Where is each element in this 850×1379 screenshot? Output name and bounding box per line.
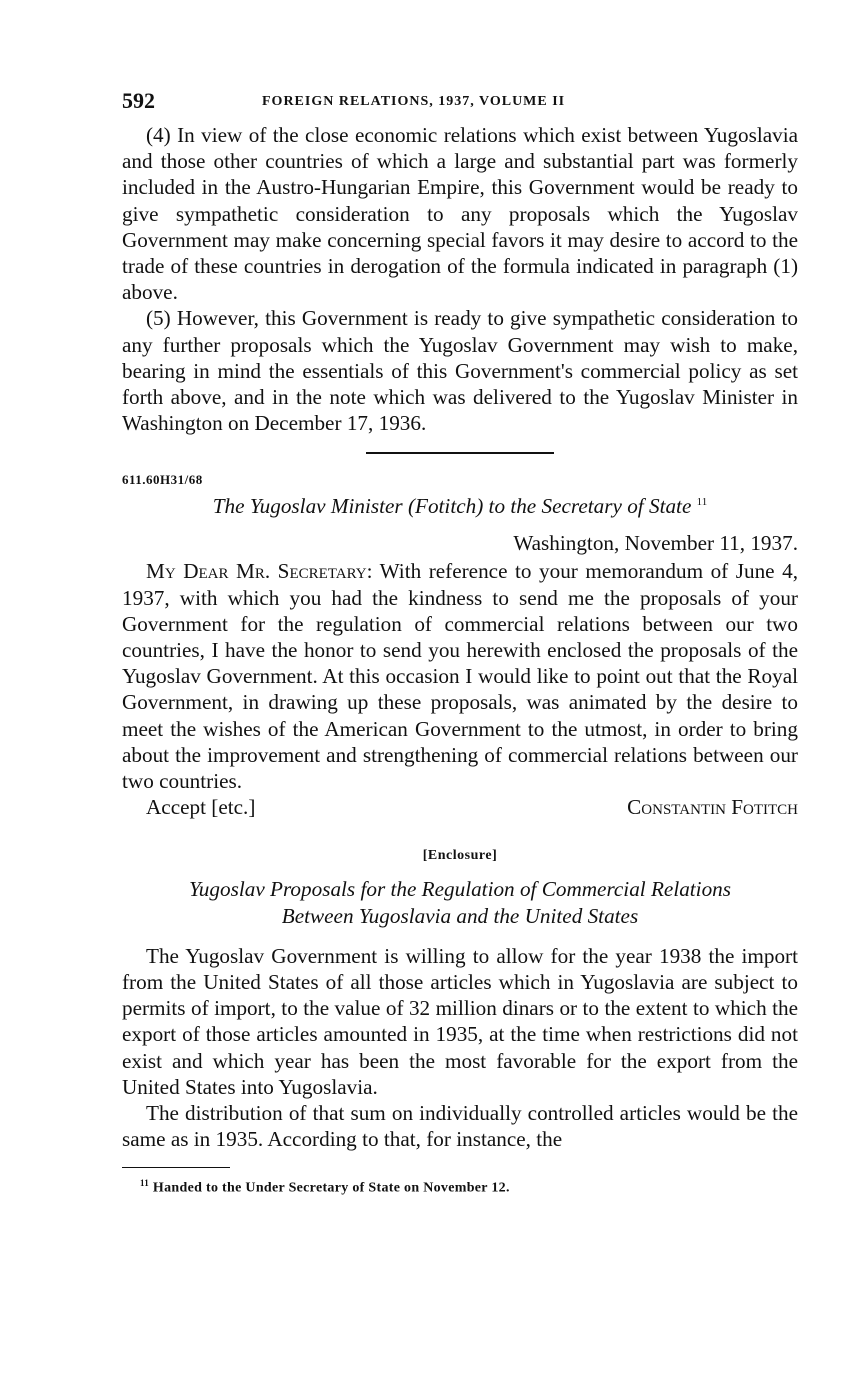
running-title: FOREIGN RELATIONS, 1937, VOLUME II <box>262 94 566 109</box>
enclosure-paragraph-1: The Yugoslav Government is willing to allow for the year 1938 the import from the United States of all those articles which in Yugoslavia are subject to permits of import, to the value of 32 million dinars or to the extent to which the export of those articles amounted in 1935, at the time when restrictions did not exist and which year has been the most favorable for the export from the United States into Yugoslavia. <box>122 943 798 1099</box>
paragraph-4: (4) In view of the close economic relations which exist between Yugoslavia and those other countries of which a large and substantial part was formerly included in the Austro-Hungarian Empire, this Government would be ready to give sympathetic consideration to any proposals which the Yugoslav Government may make concerning special favors it may desire to accord to the trade of these countries in derogation of the formula indicated in paragraph (1) above. <box>122 123 798 305</box>
page-number: 592 <box>122 88 155 113</box>
enclosure-title-line-1: Yugoslav Proposals for the Regulation of Commercial Relations <box>188 877 732 902</box>
footnote-rule <box>122 1167 230 1169</box>
closing: Accept [etc.] <box>146 795 256 820</box>
document-title <box>122 494 798 519</box>
footnote <box>122 1178 798 1197</box>
footnote-text: Handed to the Under Secretary of State on November 12. <box>152 1180 510 1196</box>
enclosure-title-line-2: Between Yugoslavia and the United States <box>281 903 639 928</box>
enclosure-title <box>122 876 798 928</box>
running-head <box>122 88 798 122</box>
paragraph-5: (5) However, this Government is ready to give sympathetic consideration to any further proposals which the Yugoslav Government may wish to make, bearing in mind the essentials of this Government's commercial policy as set forth above, and in the note which was delivered to the Yugoslav Minister in Washington on December 17, 1936. <box>122 306 798 436</box>
signature: Constantin Fotitch <box>627 795 798 820</box>
file-reference: 611.60H31/68 <box>122 472 203 488</box>
document-title-text: The Yugoslav Minister (Fotitch) to the Secretary of State <box>212 494 692 519</box>
enclosure-paragraph-2: The distribution of that sum on individually controlled articles would be the same as in 1935. According to that, for instance, the <box>122 1101 798 1152</box>
enclosure-label: [Enclosure] <box>422 848 498 864</box>
letter-body <box>122 558 798 794</box>
page <box>122 88 798 1197</box>
dateline: Washington, November 11, 1937. <box>513 531 798 556</box>
footnote-mark: 11 <box>696 496 708 509</box>
closing-row <box>122 794 798 820</box>
section-divider <box>366 452 554 454</box>
salutation: My Dear Mr. Secretary: <box>146 559 373 584</box>
footnote-number: 11 <box>140 1178 150 1188</box>
letter-body-text: With reference to your memorandum of June 4, 1937, with which you had the kindness to send me the proposals of your Government for the regulation of commercial relations between our two countries, I have the honor to send you herewith enclosed the proposals of the Yugoslav Government. At this occasion I would like to point out that the Royal Government, in drawing up these proposals, was animated by the desire to meet the wishes of the American Government to the utmost, in order to bring about the improvement and strengthening of commercial relations between our two countries. <box>122 559 798 794</box>
